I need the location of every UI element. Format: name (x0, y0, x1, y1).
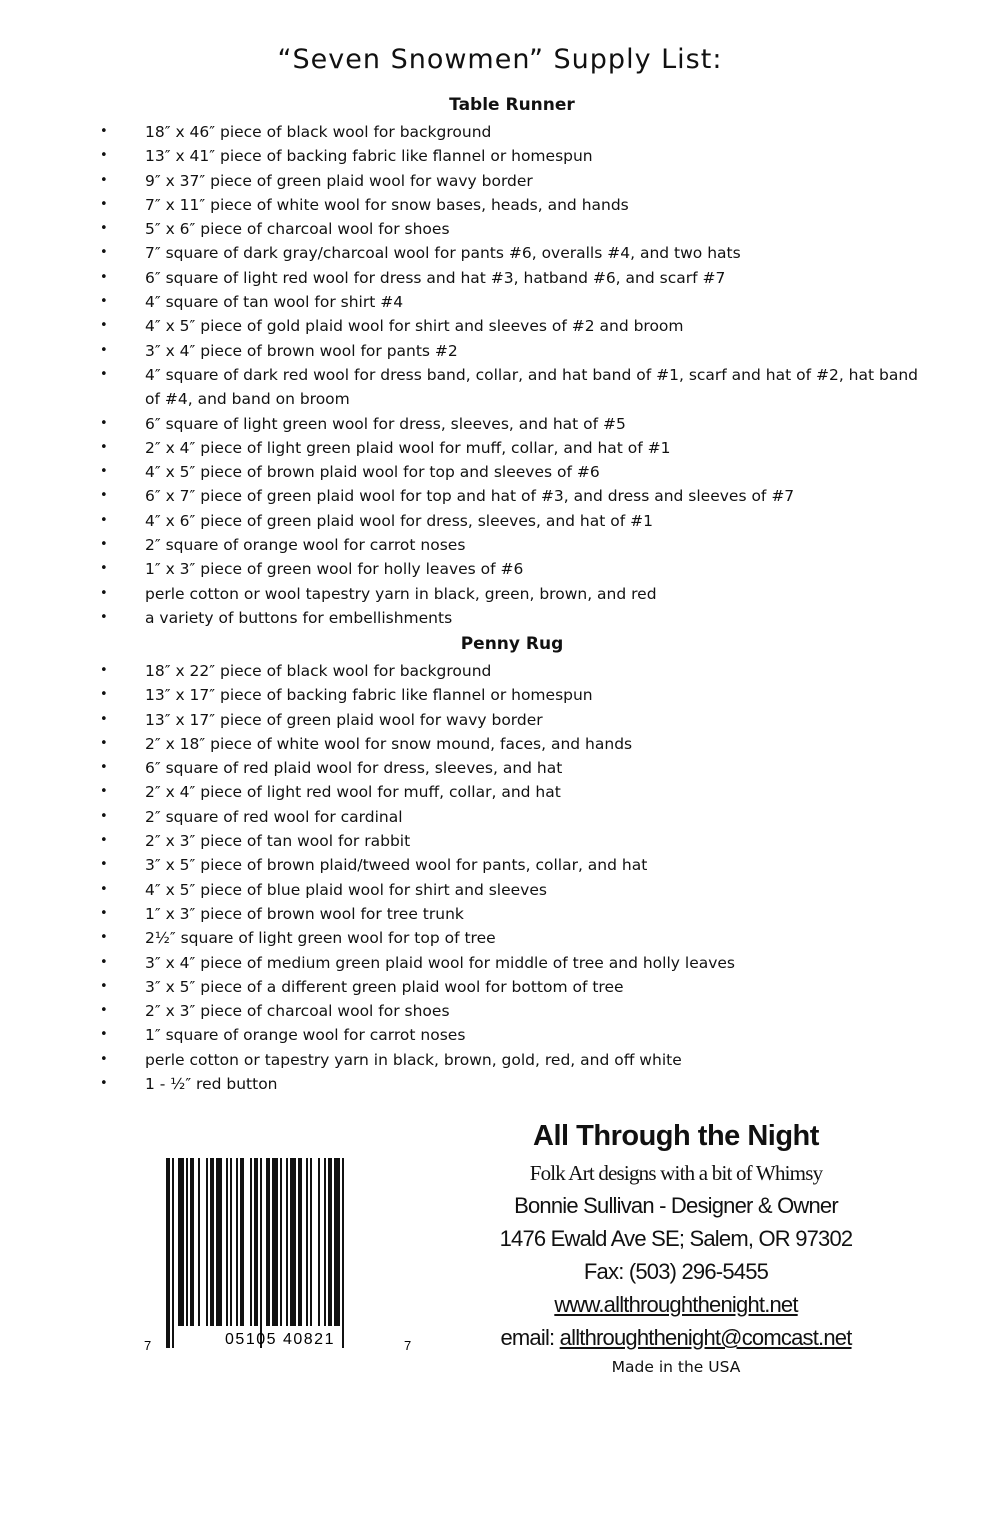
list-item: • 4″ x 5″ piece of blue plaid wool for shirt and sleeves (0, 878, 935, 902)
barcode-bar (286, 1158, 288, 1326)
barcode-middle-digits: 05105 40821 (225, 1331, 335, 1348)
list-item: • 2″ x 4″ piece of light green plaid wool for muff, collar, and hat of #1 (0, 436, 935, 460)
list-item: • 2″ x 3″ piece of charcoal wool for shoes (0, 999, 935, 1023)
barcode-bar (280, 1158, 282, 1326)
barcode-bar (254, 1158, 258, 1326)
barcode-bar (230, 1158, 232, 1326)
list-item: • 3″ x 5″ piece of brown plaid/tweed wool for pants, collar, and hat (0, 853, 935, 877)
barcode-bar (198, 1158, 200, 1326)
publisher-email-link[interactable]: allthroughthenight@comcast.net (559, 1325, 852, 1350)
list-item: • 4″ square of tan wool for shirt #4 (0, 290, 935, 314)
barcode-bar (310, 1158, 312, 1326)
barcode-bar (240, 1158, 244, 1326)
list-item: • 2″ x 3″ piece of tan wool for rabbit (0, 829, 935, 853)
barcode-bar (328, 1158, 332, 1326)
barcode-bar (272, 1158, 278, 1326)
publisher-fax: Fax: (503) 296-5455 (583, 1259, 769, 1284)
barcode-left-digit: 7 (144, 1338, 152, 1353)
page-title: “Seven Snowmen” Supply List: (277, 44, 723, 75)
barcode-bar (250, 1158, 252, 1326)
list-item: • 2″ square of red wool for cardinal (0, 805, 935, 829)
barcode-bar (324, 1158, 326, 1326)
list-item: • 4″ x 6″ piece of green plaid wool for dress, sleeves, and hat of #1 (0, 509, 935, 533)
barcode-bar (342, 1158, 344, 1348)
barcode-bar (186, 1158, 188, 1326)
list-item: • 4″ x 5″ piece of brown plaid wool for top and sleeves of #6 (0, 460, 935, 484)
list-item: • 7″ x 11″ piece of white wool for snow bases, heads, and hands (0, 193, 935, 217)
barcode-bar (178, 1158, 184, 1326)
list-item: • 6″ square of light green wool for dress, sleeves, and hat of #5 (0, 412, 935, 436)
barcode-bar (334, 1158, 340, 1326)
list-item: • perle cotton or tapestry yarn in black, brown, gold, red, and off white (0, 1048, 935, 1072)
list-item: • 2″ x 4″ piece of light red wool for muff, collar, and hat (0, 780, 935, 804)
table-runner-list (0, 120, 935, 630)
list-item: • 3″ x 4″ piece of brown wool for pants #2 (0, 339, 935, 363)
publisher-address: 1476 Ewald Ave SE; Salem, OR 97302 (499, 1226, 853, 1251)
barcode-bar (190, 1158, 194, 1326)
barcode-bar (298, 1158, 302, 1326)
section-heading-penny-rug: Penny Rug (460, 634, 564, 654)
publisher-website-link[interactable]: www.allthroughthenight.net (554, 1292, 798, 1317)
list-item: • 2″ square of orange wool for carrot noses (0, 533, 935, 557)
barcode-bar (306, 1158, 308, 1326)
list-item: • 1″ square of orange wool for carrot noses (0, 1023, 935, 1047)
barcode-bar (236, 1158, 238, 1326)
list-item: • 6″ square of red plaid wool for dress, sleeves, and hat (0, 756, 935, 780)
list-item: • 5″ x 6″ piece of charcoal wool for shoes (0, 217, 935, 241)
barcode-bar (266, 1158, 270, 1326)
barcode-bar (216, 1158, 222, 1326)
list-item: • 9″ x 37″ piece of green plaid wool for wavy border (0, 169, 935, 193)
barcode-bar (210, 1158, 214, 1326)
publisher-email-line (466, 1325, 886, 1351)
list-item: • 1 - ½″ red button (0, 1072, 935, 1096)
barcode-bar (260, 1158, 262, 1348)
publisher-tagline: Folk Art designs with a bit of Whimsy (529, 1161, 823, 1185)
list-item: • 13″ x 17″ piece of backing fabric like flannel or homespun (0, 683, 935, 707)
list-item: • 2″ x 18″ piece of white wool for snow mound, faces, and hands (0, 732, 935, 756)
list-item: • a variety of buttons for embellishments (0, 606, 935, 630)
list-item: • 2½″ square of light green wool for top of tree (0, 926, 935, 950)
penny-rug-list (0, 659, 935, 1096)
list-item: • 3″ x 5″ piece of a different green plaid wool for bottom of tree (0, 975, 935, 999)
barcode-bars (166, 1158, 344, 1348)
list-item: • 1″ x 3″ piece of brown wool for tree trunk (0, 902, 935, 926)
list-item: • 7″ square of dark gray/charcoal wool for pants #6, overalls #4, and two hats (0, 241, 935, 265)
list-item: • 4″ square of dark red wool for dress band, collar, and hat band of #1, scarf and hat of #2, hat band of #4, and band on broom (0, 363, 935, 412)
barcode-bar (166, 1158, 170, 1348)
barcode-bar (318, 1158, 320, 1326)
barcode-right-digit: 7 (404, 1338, 412, 1353)
barcode-bar (226, 1158, 228, 1326)
barcode-graphic (140, 1158, 420, 1353)
list-item: • 13″ x 41″ piece of backing fabric like flannel or homespun (0, 144, 935, 168)
list-item: • 18″ x 46″ piece of black wool for background (0, 120, 935, 144)
barcode-bar (172, 1158, 174, 1348)
list-item: • 3″ x 4″ piece of medium green plaid wool for middle of tree and holly leaves (0, 951, 935, 975)
list-item: • 18″ x 22″ piece of black wool for background (0, 659, 935, 683)
list-item: • 1″ x 3″ piece of green wool for holly leaves of #6 (0, 557, 935, 581)
upc-barcode (140, 1158, 420, 1353)
barcode-bar (290, 1158, 296, 1326)
publisher-block (466, 1120, 886, 1376)
list-item: • 13″ x 17″ piece of green plaid wool for wavy border (0, 708, 935, 732)
list-item: • 4″ x 5″ piece of gold plaid wool for shirt and sleeves of #2 and broom (0, 314, 935, 338)
email-label: email: (500, 1325, 560, 1350)
made-in-label: Made in the USA (611, 1358, 741, 1376)
section-heading-table-runner: Table Runner (449, 95, 575, 115)
publisher-designer: Bonnie Sullivan - Designer & Owner (514, 1193, 838, 1218)
barcode-bar (206, 1158, 208, 1326)
list-item: • 6″ x 7″ piece of green plaid wool for top and hat of #3, and dress and sleeves of #7 (0, 484, 935, 508)
list-item: • perle cotton or wool tapestry yarn in black, green, brown, and red (0, 582, 935, 606)
list-item: • 6″ square of light red wool for dress and hat #3, hatband #6, and scarf #7 (0, 266, 935, 290)
publisher-name: All Through the Night (533, 1120, 819, 1152)
